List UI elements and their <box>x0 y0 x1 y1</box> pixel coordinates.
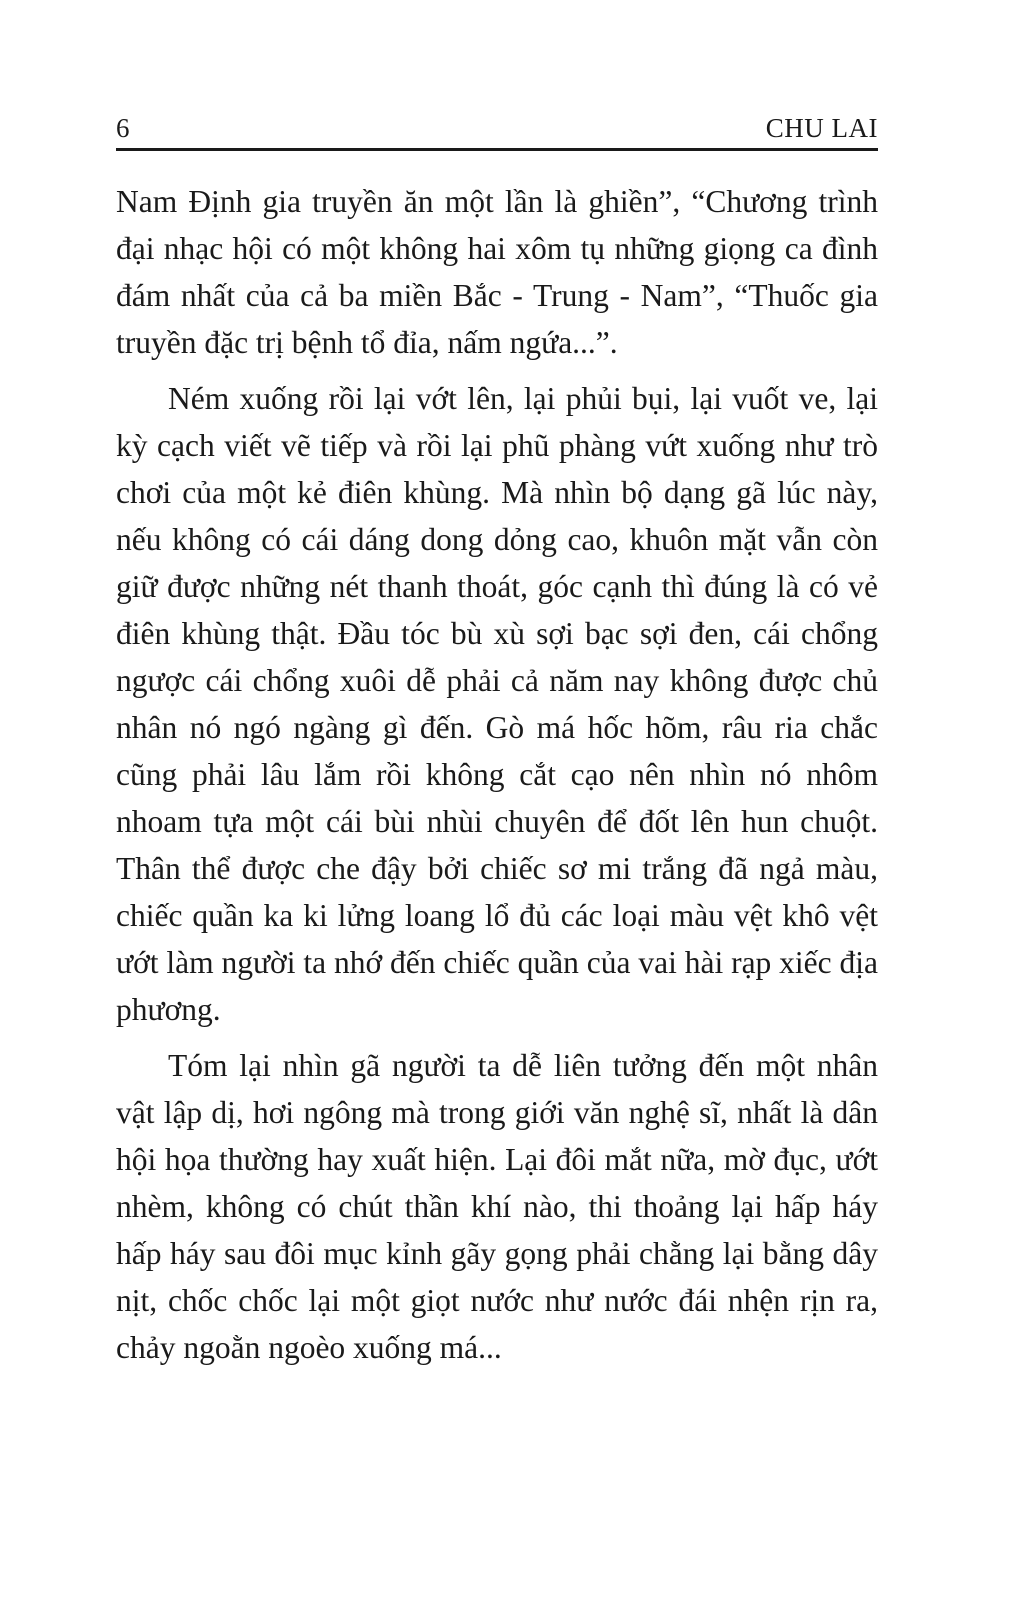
page-number: 6 <box>116 113 130 143</box>
author-name: CHU LAI <box>765 113 878 143</box>
paragraph: Ném xuống rồi lại vớt lên, lại phủi bụi, lại vuốt ve, lại kỳ cạch viết vẽ tiếp và rồi lại phũ phàng vứt xuống như trò chơi của một kẻ điên khùng. Mà nhìn bộ dạng gã lúc này, nếu không có cái dáng dong dỏng cao, khuôn mặt vẫn còn giữ được những nét thanh thoát, góc cạnh thì đúng là có vẻ điên khùng thật. Đầu tóc bù xù sợi bạc sợi đen, cái chổng ngược cái chổng xuôi dễ phải cả năm nay không được chủ nhân nó ngó ngàng gì đến. Gò má hốc hõm, râu ria chắc cũng phải lâu lắm rồi không cắt cạo nên nhìn nó nhôm nhoam tựa một cái bùi nhùi chuyên để đốt lên hun chuột. Thân thể được che đậy bởi chiếc sơ mi trắng đã ngả màu, chiếc quần ka ki lửng loang lổ đủ các loại màu vệt khô vệt ướt làm người ta nhớ đến chiếc quần của vai hài rạp xiếc địa phương. <box>116 381 878 1027</box>
paragraph-continued: Nam Định gia truyền ăn một lần là ghiền”, “Chương trình đại nhạc hội có một không hai xôm tụ những giọng ca đình đám nhất của cả ba miền Bắc - Trung - Nam”, “Thuốc gia truyền đặc trị bệnh tổ đỉa, nấm ngứa...”. <box>116 184 878 360</box>
running-header <box>116 108 878 151</box>
book-page <box>116 0 878 1615</box>
body-text <box>116 178 878 1371</box>
paragraph: Tóm lại nhìn gã người ta dễ liên tưởng đến một nhân vật lập dị, hơi ngông mà trong giới văn nghệ sĩ, nhất là dân hội họa thường hay xuất hiện. Lại đôi mắt nữa, mờ đục, ướt nhèm, không có chút thần khí nào, thi thoảng lại hấp háy hấp háy sau đôi mục kỉnh gãy gọng phải chằng lại bằng dây nịt, chốc chốc lại một giọt nước như nước đái nhện rịn ra, chảy ngoằn ngoèo xuống má... <box>116 1048 878 1365</box>
